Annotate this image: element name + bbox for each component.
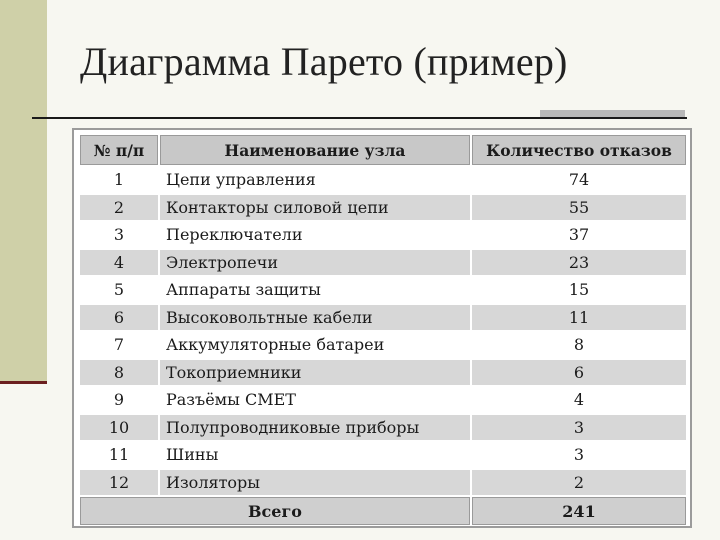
cell-number: 9	[80, 387, 158, 413]
cell-number: 4	[80, 250, 158, 276]
table-row	[80, 195, 686, 221]
header-node-name: Наименование узла	[160, 135, 470, 165]
cell-number: 10	[80, 415, 158, 441]
cell-number: 6	[80, 305, 158, 331]
cell-node-name: Изоляторы	[160, 470, 470, 496]
table-row	[80, 360, 686, 386]
table-row	[80, 305, 686, 331]
total-value: 241	[472, 497, 686, 525]
table-row	[80, 415, 686, 441]
table-row	[80, 470, 686, 496]
cell-failure-count: 8	[472, 332, 686, 358]
table-row	[80, 250, 686, 276]
table-row	[80, 277, 686, 303]
cell-number: 8	[80, 360, 158, 386]
cell-failure-count: 11	[472, 305, 686, 331]
table-total-row	[80, 497, 686, 525]
cell-failure-count: 6	[472, 360, 686, 386]
cell-failure-count: 37	[472, 222, 686, 248]
cell-node-name: Переключатели	[160, 222, 470, 248]
cell-node-name: Цепи управления	[160, 167, 470, 193]
total-label: Всего	[80, 497, 470, 525]
title-rule	[32, 117, 687, 119]
table-row	[80, 222, 686, 248]
header-number: № п/п	[80, 135, 158, 165]
cell-failure-count: 2	[472, 470, 686, 496]
table-row	[80, 387, 686, 413]
cell-node-name: Токоприемники	[160, 360, 470, 386]
table-body	[80, 167, 686, 495]
table-row	[80, 332, 686, 358]
cell-node-name: Аппараты защиты	[160, 277, 470, 303]
cell-number: 3	[80, 222, 158, 248]
cell-number: 7	[80, 332, 158, 358]
cell-number: 12	[80, 470, 158, 496]
cell-node-name: Разъёмы СМЕТ	[160, 387, 470, 413]
cell-node-name: Аккумуляторные батареи	[160, 332, 470, 358]
table-row	[80, 167, 686, 193]
side-decor-line	[0, 381, 47, 384]
table-row	[80, 442, 686, 468]
cell-node-name: Шины	[160, 442, 470, 468]
failures-table-container	[72, 128, 692, 528]
cell-number: 2	[80, 195, 158, 221]
slide-title: Диаграмма Парето (пример)	[80, 39, 568, 84]
failures-table	[78, 133, 688, 527]
table-header-row	[80, 135, 686, 165]
cell-failure-count: 4	[472, 387, 686, 413]
cell-node-name: Электропечи	[160, 250, 470, 276]
header-failure-count: Количество отказов	[472, 135, 686, 165]
cell-failure-count: 15	[472, 277, 686, 303]
side-decor-bar	[0, 0, 47, 383]
cell-failure-count: 3	[472, 415, 686, 441]
cell-failure-count: 23	[472, 250, 686, 276]
cell-failure-count: 74	[472, 167, 686, 193]
cell-failure-count: 55	[472, 195, 686, 221]
cell-node-name: Высоковольтные кабели	[160, 305, 470, 331]
cell-number: 1	[80, 167, 158, 193]
cell-node-name: Полупроводниковые приборы	[160, 415, 470, 441]
cell-failure-count: 3	[472, 442, 686, 468]
cell-number: 11	[80, 442, 158, 468]
cell-node-name: Контакторы силовой цепи	[160, 195, 470, 221]
cell-number: 5	[80, 277, 158, 303]
